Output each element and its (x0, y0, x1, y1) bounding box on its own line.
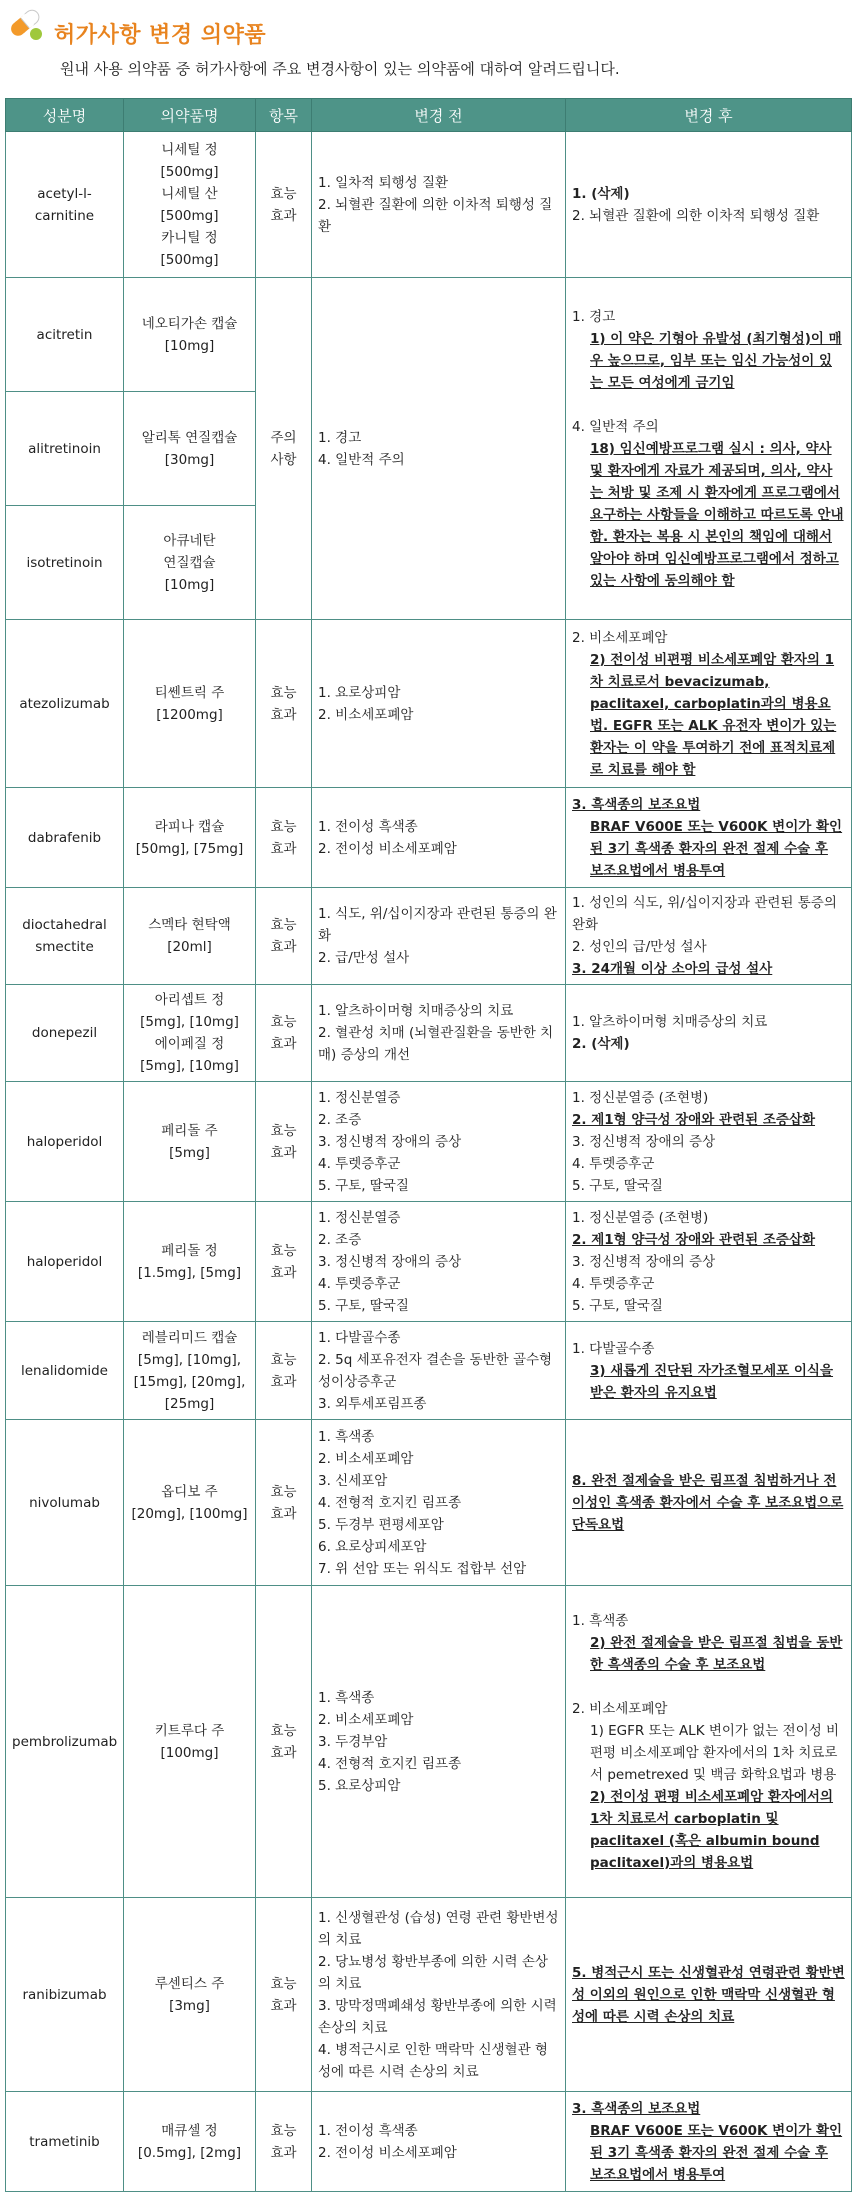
text-line: 루센티스 주 (154, 1975, 225, 1992)
product-cell (124, 888, 256, 985)
list-item: 2. (삭제) (572, 1036, 630, 1052)
list-item: 5. 요로상피암 (318, 1777, 401, 1794)
list-item: 2. 당뇨병성 황반부종에 의한 시력 손상의 치료 (318, 1953, 548, 1992)
list-item: 1. 흑색종 (318, 1428, 375, 1445)
text-line: 효능 (270, 1122, 297, 1139)
text-line: 효과 (270, 1744, 297, 1761)
after-cell (566, 888, 852, 985)
text-line: [15mg], [20mg], (133, 1373, 246, 1390)
list-item: BRAF V600E 또는 V600K 변이가 확인된 3기 흑색종 환자의 완전 절제 수술 후 보조요법에서 병용투여 (590, 2122, 843, 2183)
category-cell (256, 1082, 312, 1202)
list-item: 3) 새롭게 진단된 자가조혈모세포 이식을 받은 환자의 유지요법 (590, 1362, 834, 1401)
text-line: [1200mg] (156, 706, 223, 723)
list-item: 2) 전이성 편평 비소세포폐암 환자에서의 1차 치료로서 carboplatin 및 paclitaxel (혹은 albumin bound paclitaxel)과의 병용요법 (590, 1788, 834, 1871)
product-cell (124, 788, 256, 888)
after-cell (566, 1420, 852, 1586)
ingredient-cell: acitretin (6, 278, 124, 392)
text-line: 효과 (270, 2144, 297, 2161)
text-line: [5mg], [10mg] (140, 1058, 239, 1074)
text-line: [50mg], [75mg] (135, 840, 244, 857)
list-item: 1) EGFR 또는 ALK 변이가 없는 전이성 비편평 비소세포폐암 환자에서의 1차 치료로서 pemetrexed 및 백금 화학요법과 병용 (590, 1722, 840, 1783)
after-cell (566, 620, 852, 788)
table-row (6, 1586, 852, 1898)
table-row (6, 620, 852, 788)
after-cell (566, 2092, 852, 2192)
before-cell (312, 620, 566, 788)
text-line: [20mg], [100mg] (131, 1505, 248, 1522)
ingredient-cell: haloperidol (6, 1202, 124, 1322)
page-header (0, 0, 856, 96)
list-item: 4. 투렛증후군 (572, 1155, 655, 1172)
text-line: 효능 (270, 1975, 297, 1992)
list-item: 4. 병적근시로 인한 맥락막 신생혈관 형성에 따른 시력 손상의 치료 (318, 2041, 548, 2080)
column-header-after: 변경 후 (566, 99, 852, 132)
text-line: 페리돌 주 (161, 1122, 218, 1139)
category-cell (256, 132, 312, 278)
list-item: 4. 투렛증후군 (318, 1275, 401, 1292)
list-item: 5. 구토, 딸국질 (572, 1297, 663, 1314)
list-item: 3. 외투세포림프종 (318, 1395, 427, 1412)
text-line: 효과 (270, 939, 297, 955)
list-item: 1. 정신분열증 (318, 1209, 401, 1226)
list-item: 3. 정신병적 장애의 증상 (572, 1133, 716, 1150)
product-cell (124, 132, 256, 278)
list-item: 2. 비소세포폐암 (572, 1700, 668, 1717)
text-line: [10mg] (164, 337, 215, 354)
text-line: 효능 (270, 1242, 297, 1259)
ingredient-cell: haloperidol (6, 1082, 124, 1202)
table-row (6, 2092, 852, 2192)
text-line: [0.5mg], [2mg] (137, 2144, 242, 2161)
list-item: 2. 조증 (318, 1111, 362, 1128)
list-item: 1. 다발골수종 (572, 1340, 655, 1357)
list-item: 1. 경고 (572, 308, 616, 325)
list-item: 2. 5q 세포유전자 결손을 동반한 골수형성이상증후군 (318, 1351, 553, 1390)
text-line: [500mg] (160, 251, 219, 268)
text-line: [1.5mg], [5mg] (137, 1264, 242, 1281)
category-cell (256, 788, 312, 888)
text-line: 효능 (270, 2122, 297, 2139)
list-item: 4. 전형적 호지킨 림프종 (318, 1494, 462, 1511)
before-cell (312, 1082, 566, 1202)
list-item: 3. 24개월 이상 소아의 급성 설사 (572, 961, 773, 977)
before-cell (312, 278, 566, 620)
table-row (6, 1898, 852, 2092)
list-item: 2. 전이성 비소세포폐암 (318, 2144, 457, 2161)
text-line: 효과 (270, 1144, 297, 1161)
text-line: 사항 (270, 451, 297, 468)
table-row (6, 888, 852, 985)
text-line: [500mg] (160, 207, 219, 224)
after-cell (566, 278, 852, 620)
list-item: 3. 망막정맥폐쇄성 황반부종에 의한 시력 손상의 치료 (318, 1997, 557, 2036)
category-cell (256, 1586, 312, 1898)
ingredient-cell: nivolumab (6, 1420, 124, 1586)
text-line: 효능 (270, 818, 297, 835)
capsule-icon (6, 4, 44, 42)
ingredient-cell: dioctahedral smectite (6, 888, 124, 985)
list-item: 1. 다발골수종 (318, 1329, 401, 1346)
list-item: 2. 전이성 비소세포폐암 (318, 840, 457, 857)
list-item: 5. 두경부 편평세포암 (318, 1516, 444, 1533)
list-item: 5. 구토, 딸국질 (572, 1177, 663, 1194)
product-cell (124, 1420, 256, 1586)
text-line: 효능 (270, 185, 297, 202)
text-line: [25mg] (164, 1395, 215, 1412)
column-header-category: 항목 (256, 99, 312, 132)
list-item: 1. 일차적 퇴행성 질환 (318, 174, 449, 191)
text-line: 아큐네탄 (163, 532, 216, 549)
table-row (6, 278, 852, 392)
text-line: 효과 (270, 706, 297, 723)
list-item: 1. (삭제) (572, 185, 630, 202)
after-cell (566, 132, 852, 278)
list-item: 2. 비소세포폐암 (572, 629, 668, 646)
list-item: 1. 식도, 위/십이지장과 관련된 통증의 완화 (318, 906, 557, 944)
text-line: 매큐셀 정 (161, 2122, 218, 2139)
after-cell (566, 1082, 852, 1202)
list-item: 8. 완전 절제술을 받은 림프절 침범하거나 전이성인 흑색종 환자에서 수술 후 보조요법으로 단독요법 (572, 1472, 844, 1533)
text-line: 효과 (270, 207, 297, 224)
product-cell (124, 392, 256, 506)
ingredient-cell: acetyl-l-carnitine (6, 132, 124, 278)
list-item: 1) 이 약은 기형아 유발성 (최기형성)이 매우 높으므로, 임부 또는 임신 가능성이 있는 모든 여성에게 금기임 (590, 330, 842, 391)
list-item: 1. 흑색종 (318, 1689, 375, 1706)
text-line: [5mg], [10mg], (137, 1351, 242, 1368)
text-line: [10mg] (164, 576, 215, 593)
text-line: 티쎈트릭 주 (154, 684, 225, 701)
text-line: 효과 (270, 1264, 297, 1281)
list-item: 3. 정신병적 장애의 증상 (318, 1253, 462, 1270)
product-cell (124, 985, 256, 1082)
list-item: 4. 투렛증후군 (572, 1275, 655, 1292)
table-row (6, 788, 852, 888)
table-row (6, 1082, 852, 1202)
text-line: 효과 (270, 1036, 297, 1052)
before-cell (312, 1202, 566, 1322)
text-line: 효능 (270, 1351, 297, 1368)
list-item: 1. 알츠하이머형 치매증상의 치료 (318, 1003, 514, 1019)
before-cell (312, 1322, 566, 1420)
text-line: [5mg], [10mg] (140, 1014, 239, 1030)
list-item: 1. 경고 (318, 429, 362, 446)
text-line: [100mg] (160, 1744, 219, 1761)
product-cell (124, 1202, 256, 1322)
category-cell (256, 1898, 312, 2092)
list-item: 3. 정신병적 장애의 증상 (318, 1133, 462, 1150)
text-line: 페리돌 정 (161, 1242, 218, 1259)
product-cell (124, 1322, 256, 1420)
category-cell (256, 2092, 312, 2192)
text-line: 알리톡 연질캡슐 (141, 429, 238, 446)
table-row (6, 1202, 852, 1322)
list-item: 2. 제1형 양극성 장애와 관련된 조증삽화 (572, 1111, 816, 1128)
after-cell (566, 788, 852, 888)
category-cell (256, 620, 312, 788)
text-line: 효능 (270, 1014, 297, 1030)
column-header-before: 변경 전 (312, 99, 566, 132)
text-line: [30mg] (164, 451, 215, 468)
list-item: 2. 급/만성 설사 (318, 950, 410, 966)
before-cell (312, 2092, 566, 2192)
text-line: 효과 (270, 1997, 297, 2014)
table-row (6, 1420, 852, 1586)
product-cell (124, 278, 256, 392)
list-item: 5. 구토, 딸국질 (318, 1297, 409, 1314)
category-cell (256, 888, 312, 985)
text-line: [5mg] (169, 1144, 210, 1161)
list-item: 2) 전이성 비편평 비소세포폐암 환자의 1차 치료로서 bevacizumab, paclitaxel, carboplatin과의 병용요법. EGFR 또는 ALK 유전자 변이가 있는 환자는 이 약을 투여하기 전에 표적치료제로 치료를 해야 함 (590, 651, 837, 778)
text-line: 효능 (270, 1483, 297, 1500)
category-cell (256, 1322, 312, 1420)
list-item: 1. 정신분열증 (조현병) (572, 1209, 709, 1226)
list-item: 2. 비소세포폐암 (318, 1450, 414, 1467)
ingredient-cell: dabrafenib (6, 788, 124, 888)
list-item: 3. 두경부암 (318, 1733, 388, 1750)
list-item: 18) 임신예방프로그램 실시 : 의사, 약사 및 환자에게 자료가 제공되며, 의사, 약사는 처방 및 조제 시 환자에게 프로그램에서 요구하는 사항들을 이해하고 따르도록 안내함. 환자는 복용 시 본인의 책임에 대해서 알아야 하며 임신예방프로그램에서 정하고 있는 사항에 동의해야 함 (590, 440, 844, 589)
list-item: 1. 정신분열증 (318, 1089, 401, 1106)
list-item: 2. 뇌혈관 질환에 의한 이차적 퇴행성 질환 (318, 196, 553, 235)
ingredient-cell: isotretinoin (6, 506, 124, 620)
product-cell (124, 1898, 256, 2092)
list-item: 1. 전이성 흑색종 (318, 818, 418, 835)
after-cell (566, 1322, 852, 1420)
ingredient-cell: pembrolizumab (6, 1586, 124, 1898)
list-item: 3. 정신병적 장애의 증상 (572, 1253, 716, 1270)
text-line: [3mg] (169, 1997, 210, 2014)
category-cell (256, 278, 312, 620)
table-row (6, 132, 852, 278)
before-cell (312, 1898, 566, 2092)
text-line: 주의 (270, 429, 297, 446)
list-item: 2. 혈관성 치매 (뇌혈관질환을 동반한 치매) 증상의 개선 (318, 1025, 554, 1063)
page-subtitle: 원내 사용 의약품 중 허가사항에 주요 변경사항이 있는 의약품에 대하여 알려드립니다. (60, 60, 620, 78)
text-line: 니세틸 산 (161, 185, 218, 202)
text-line: 니세틸 정 (161, 141, 218, 158)
before-cell (312, 888, 566, 985)
text-line: 효과 (270, 1505, 297, 1522)
category-cell (256, 985, 312, 1082)
text-line: 효능 (270, 684, 297, 701)
text-line: 스멕타 현탁액 (148, 917, 231, 933)
list-item: 2. 성인의 급/만성 설사 (572, 939, 707, 955)
product-cell (124, 1082, 256, 1202)
before-cell (312, 788, 566, 888)
list-item: 5. 병적근시 또는 신생혈관성 연령관련 황반변성 이외의 원인으로 인한 맥락막 신생혈관 형성에 따른 시력 손상의 치료 (572, 1964, 845, 2025)
table-row (6, 1322, 852, 1420)
before-cell (312, 132, 566, 278)
list-item: 1. 흑색종 (572, 1612, 629, 1629)
text-line: 옵디보 주 (161, 1483, 218, 1500)
text-line: [500mg] (160, 163, 219, 180)
product-cell (124, 2092, 256, 2192)
text-line: 키트루다 주 (154, 1722, 225, 1739)
product-cell (124, 506, 256, 620)
after-cell (566, 1898, 852, 2092)
table-header-row (6, 99, 852, 132)
list-item: 2. 비소세포폐암 (318, 1711, 414, 1728)
after-cell (566, 1202, 852, 1322)
list-item: 2) 완전 절제술을 받은 림프절 침범을 동반한 흑색종의 수술 후 보조요법 (590, 1634, 843, 1673)
list-item: 4. 투렛증후군 (318, 1155, 401, 1172)
ingredient-cell: lenalidomide (6, 1322, 124, 1420)
list-item: 1. 정신분열증 (조현병) (572, 1089, 709, 1106)
text-line: 효과 (270, 840, 297, 857)
ingredient-cell: donepezil (6, 985, 124, 1082)
list-item: 2. 비소세포폐암 (318, 706, 414, 723)
product-cell (124, 620, 256, 788)
column-header-product: 의약품명 (124, 99, 256, 132)
text-line: 레블리미드 캡슐 (141, 1329, 238, 1346)
ingredient-cell: atezolizumab (6, 620, 124, 788)
list-item: 7. 위 선암 또는 위식도 접합부 선암 (318, 1560, 527, 1577)
text-line: 네오티가손 캡슐 (141, 315, 238, 332)
list-item: 3. 흑색종의 보조요법 (572, 796, 701, 813)
list-item: 6. 요로상피세포암 (318, 1538, 427, 1555)
text-line: 연질캡슐 (163, 554, 216, 571)
ingredient-cell: ranibizumab (6, 1898, 124, 2092)
page-title: 허가사항 변경 의약품 (54, 23, 267, 48)
before-cell (312, 985, 566, 1082)
text-line: 효과 (270, 1373, 297, 1390)
category-cell (256, 1202, 312, 1322)
list-item: 1. 알츠하이머형 치매증상의 치료 (572, 1014, 768, 1030)
text-line: 라피나 캡슐 (154, 818, 225, 835)
list-item: 2. 제1형 양극성 장애와 관련된 조증삽화 (572, 1231, 816, 1248)
list-item: 3. 흑색종의 보조요법 (572, 2100, 701, 2117)
list-item: 4. 일반적 주의 (318, 451, 405, 468)
drug-change-table (5, 98, 852, 2192)
table-row (6, 985, 852, 1082)
after-cell (566, 985, 852, 1082)
list-item: 4. 일반적 주의 (572, 418, 659, 435)
category-cell (256, 1420, 312, 1586)
list-item: 1. 전이성 흑색종 (318, 2122, 418, 2139)
text-line: 아리셉트 정 (154, 992, 225, 1008)
list-item: 1. 신생혈관성 (습성) 연령 관련 황반변성의 치료 (318, 1909, 559, 1948)
ingredient-cell: trametinib (6, 2092, 124, 2192)
text-line: [20ml] (167, 939, 212, 955)
text-line: 효능 (270, 917, 297, 933)
before-cell (312, 1420, 566, 1586)
column-header-ingredient: 성분명 (6, 99, 124, 132)
list-item: BRAF V600E 또는 V600K 변이가 확인된 3기 흑색종 환자의 완전 절제 수술 후 보조요법에서 병용투여 (590, 818, 843, 879)
list-item: 2. 뇌혈관 질환에 의한 이차적 퇴행성 질환 (572, 207, 820, 224)
ingredient-cell: alitretinoin (6, 392, 124, 506)
text-line: 에이페질 정 (154, 1036, 225, 1052)
list-item: 1. 성인의 식도, 위/십이지장과 관련된 통증의 완화 (572, 895, 837, 933)
list-item: 1. 요로상피암 (318, 684, 401, 701)
list-item: 4. 전형적 호지킨 림프종 (318, 1755, 462, 1772)
after-cell (566, 1586, 852, 1898)
list-item: 5. 구토, 딸국질 (318, 1177, 409, 1194)
text-line: 카니틸 정 (161, 229, 218, 246)
list-item: 3. 신세포암 (318, 1472, 388, 1489)
product-cell (124, 1586, 256, 1898)
list-item: 2. 조증 (318, 1231, 362, 1248)
before-cell (312, 1586, 566, 1898)
text-line: 효능 (270, 1722, 297, 1739)
